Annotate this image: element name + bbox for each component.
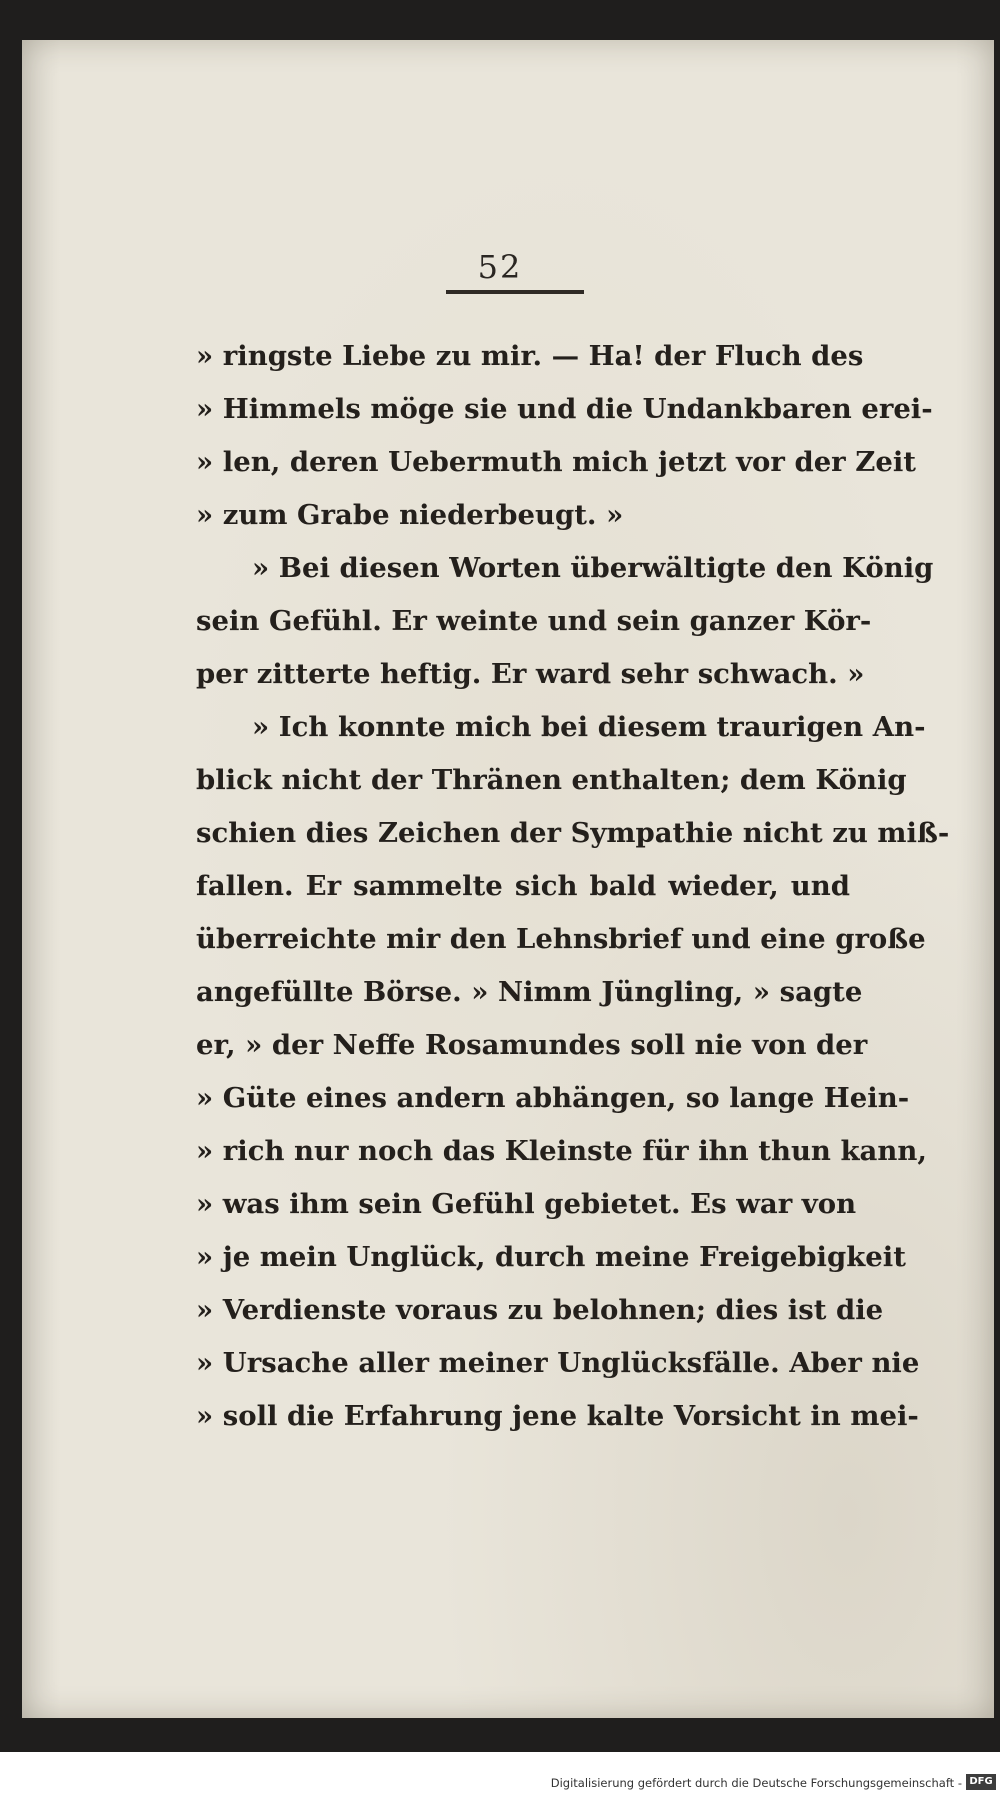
text-line: » Ich konnte mich bei diesem traurigen An- (252, 711, 926, 743)
text-line: » len, deren Uebermuth mich jetzt vor der Zeit (196, 446, 916, 478)
text-line: » Verdienste voraus zu belohnen; dies ist die (196, 1294, 884, 1326)
text-line: sein Gefühl. Er weinte und sein ganzer Kör- (196, 605, 872, 637)
text-line: überreichte mir den Lehnsbrief und eine große (196, 923, 926, 955)
text-line: » Bei diesen Worten überwältigte den König (252, 552, 934, 584)
text-line: » Güte eines andern abhängen, so lange Hein- (196, 1082, 910, 1114)
text-line: blick nicht der Thränen enthalten; dem König (196, 764, 907, 796)
digitization-credit: Digitalisierung gefördert durch die Deutsche Forschungsgemeinschaft - (550, 1776, 962, 1790)
text-line: » was ihm sein Gefühl gebietet. Es war von (196, 1188, 857, 1220)
text-line: » soll die Erfahrung jene kalte Vorsicht in mei- (196, 1400, 919, 1432)
text-line: schien dies Zeichen der Sympathie nicht zu miß- (196, 817, 950, 849)
header-rule (446, 290, 584, 294)
page-text (196, 330, 950, 1443)
text-line: » je mein Unglück, durch meine Freigebigkeit (196, 1241, 906, 1273)
text-line: angefüllte Börse. » Nimm Jüngling, » sagte (196, 976, 863, 1008)
text-line: » rich nur noch das Kleinste für ihn thun kann, (196, 1135, 927, 1167)
text-line: » Ursache aller meiner Unglücksfälle. Aber nie (196, 1347, 920, 1379)
text-line: fallen. Er sammelte sich bald wieder, und (196, 870, 850, 902)
text-line: » zum Grabe niederbeugt. » (196, 499, 624, 531)
text-line: » ringste Liebe zu mir. — Ha! der Fluch des (196, 340, 864, 372)
page-number: 52 (477, 248, 523, 286)
dfg-logo: DFG (966, 1774, 996, 1790)
footer-bar (0, 1752, 1000, 1797)
text-line: per zitterte heftig. Er ward sehr schwach. » (196, 658, 865, 690)
text-line: er, » der Neffe Rosamundes soll nie von der (196, 1029, 868, 1061)
text-line: » Himmels möge sie und die Undankbaren erei- (196, 393, 933, 425)
